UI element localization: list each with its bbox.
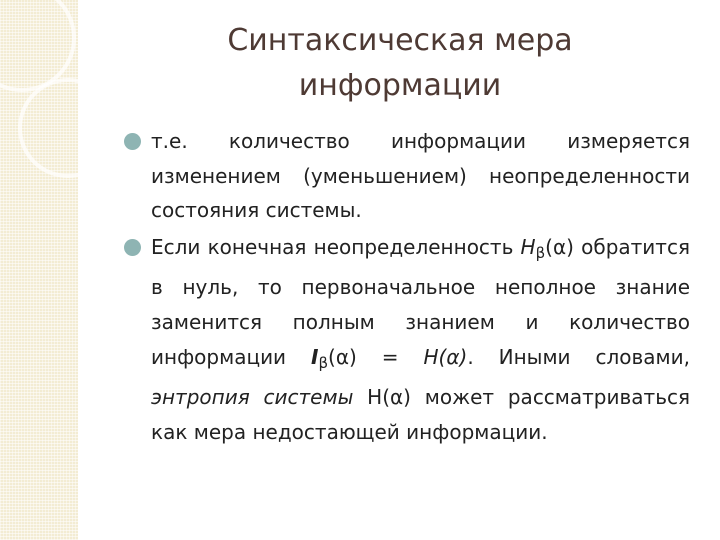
formula-subscript-beta-2: β xyxy=(318,353,329,372)
title-line-2: информации xyxy=(298,68,502,103)
circle-ornament-icon xyxy=(0,0,78,540)
bullet-2-text-c: . Иными словами, xyxy=(467,344,690,369)
formula-symbol-i: I xyxy=(311,344,319,369)
bullet-item-1 xyxy=(124,124,690,228)
bullet-list xyxy=(124,124,690,451)
bullet-2-text-b: обратится в нуль, то первоначальное неполное знание заменится полным знанием и количество информации xyxy=(151,234,690,369)
formula-h-beta-alpha xyxy=(520,234,574,262)
bullet-2-space-2 xyxy=(353,385,367,409)
bullet-1-text: т.е. количество информации измеряется изменением (уменьшением) неопределенности состояния системы. xyxy=(151,129,690,223)
decorative-side-band xyxy=(0,0,78,540)
formula-i-beta-alpha xyxy=(311,344,399,372)
formula-h-alpha: H(α) xyxy=(423,344,468,369)
emphasis-entropy: энтропия системы xyxy=(151,385,354,410)
bullet-2-text-d: может рассматриваться как мера недостающей информации. xyxy=(151,385,691,444)
formula-symbol-h: H xyxy=(520,234,536,259)
formula-arg-alpha-eq: (α) = xyxy=(328,344,399,369)
bullet-dot-icon xyxy=(124,239,141,256)
bullet-2-space xyxy=(399,345,424,369)
bullet-item-2 xyxy=(124,230,690,450)
formula-subscript-beta: β xyxy=(535,243,546,262)
bullet-dot-icon xyxy=(124,133,141,150)
slide-title xyxy=(180,18,620,108)
formula-arg-alpha: (α) xyxy=(545,234,574,259)
formula-h-alpha-2: H(α) xyxy=(367,385,411,410)
bullet-2-text-a: Если конечная неопределенность xyxy=(151,234,521,259)
title-line-1: Синтаксическая мера xyxy=(227,23,573,58)
